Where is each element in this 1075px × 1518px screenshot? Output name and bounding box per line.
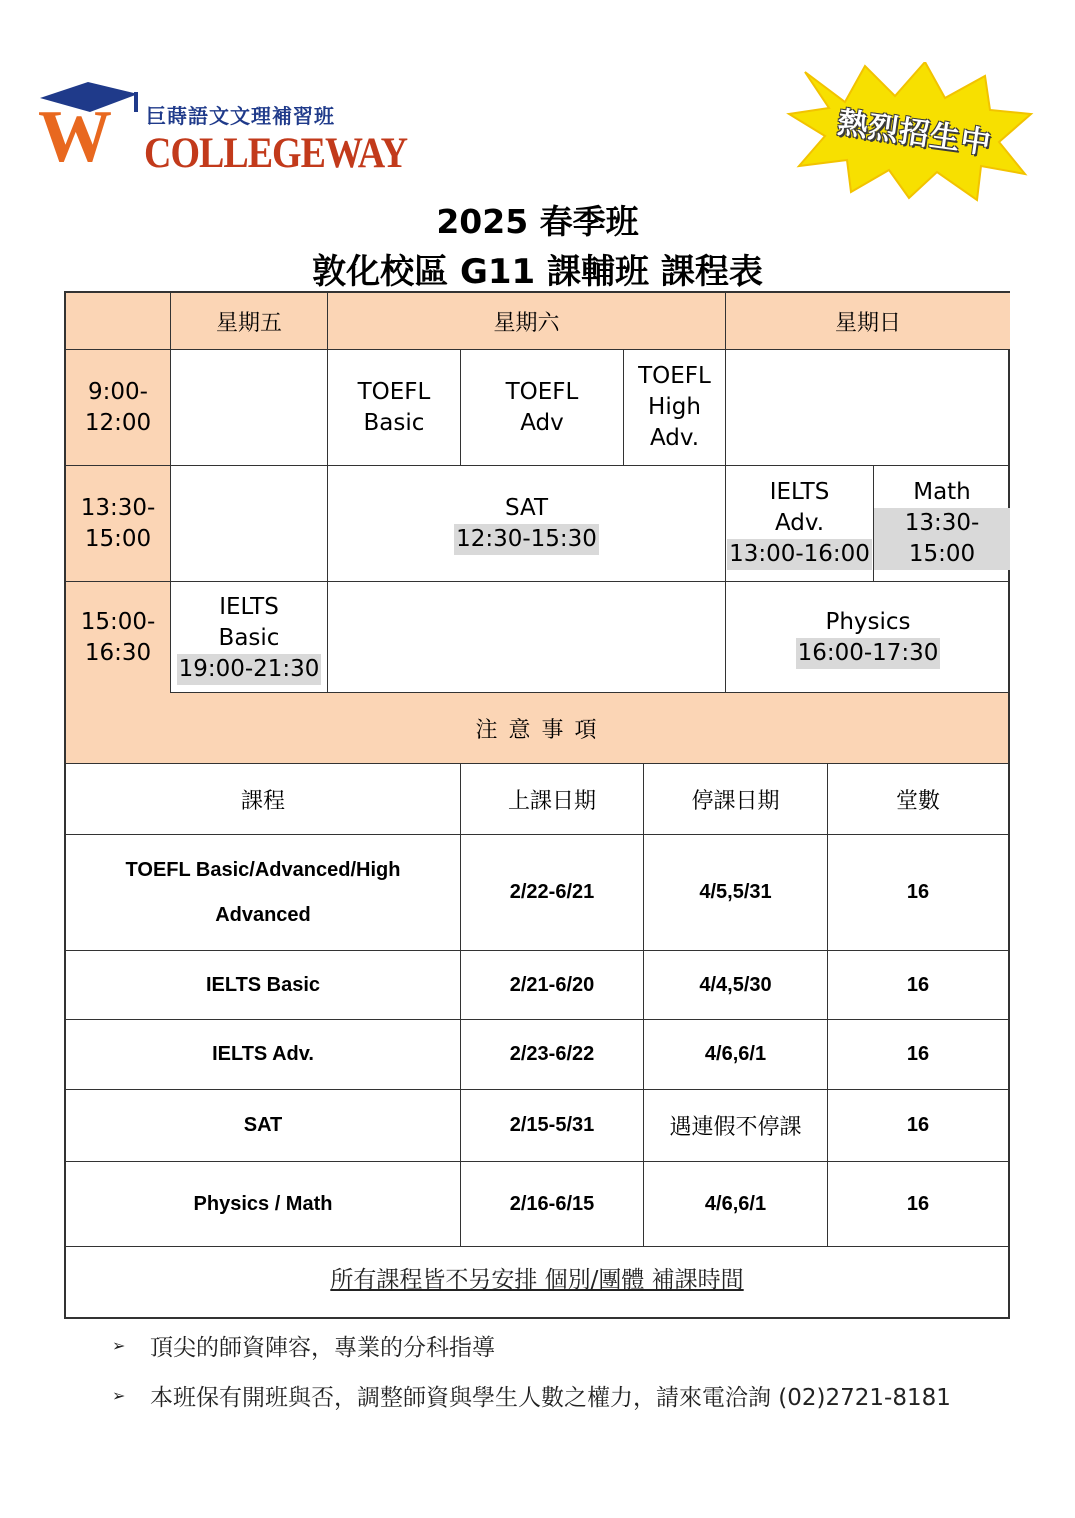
course-physics-time: 16:00-17:30 <box>796 638 941 669</box>
course-sat-name: SAT <box>504 494 549 521</box>
course-ielts-basic-time: 19:00-21:30 <box>177 654 322 685</box>
time-slot-3: 15:00- 16:30 <box>66 582 171 694</box>
day-header-friday: 星期五 <box>171 293 328 350</box>
badge-text: 熱烈招生中 <box>835 105 994 162</box>
table-footer-row <box>66 1247 1008 1317</box>
bullet-text: 頂尖的師資陣容，專業的分科指導 <box>150 1334 495 1361</box>
course-math-time: 13:30-15:00 <box>874 508 1010 570</box>
day-header-sunday: 星期日 <box>726 293 1010 350</box>
enrollment-badge <box>785 62 1035 202</box>
friday-slot-1 <box>171 350 328 466</box>
saturday-slot-3 <box>328 582 726 694</box>
course-sat <box>328 466 726 582</box>
course-ielts-basic-name: IELTS Basic <box>218 593 280 651</box>
course-ielts-adv-time: 13:00-16:00 <box>727 539 872 570</box>
course-ielts-adv-name: IELTS Adv. <box>769 479 830 536</box>
sunday-slot-1 <box>726 350 1010 466</box>
notes-heading: 注 意 事 項 <box>66 693 1008 764</box>
bullet-text: 本班保有開班與否，調整師資與學生人數之權力，請來電洽詢 (02)2721-8181 <box>150 1384 951 1411</box>
col-header-sessions: 堂數 <box>828 764 1008 835</box>
table-row-course: IELTS Basic <box>66 951 461 1020</box>
table-row-course: IELTS Adv. <box>66 1020 461 1090</box>
table-row-course: Physics / Math <box>66 1162 461 1247</box>
table-row-sessions: 16 <box>828 951 1008 1020</box>
time-slot-2: 13:30- 15:00 <box>66 466 171 582</box>
table-row-start: 2/16-6/15 <box>461 1162 644 1247</box>
arrow-bullet-icon: ➢ <box>112 1385 126 1405</box>
list-item <box>112 1320 1052 1370</box>
day-header-saturday: 星期六 <box>328 293 726 350</box>
course-ielts-adv <box>726 466 874 582</box>
table-row-start: 2/22-6/21 <box>461 835 644 951</box>
makeup-policy-note: 所有課程皆不另安排 個別/團體 補課時間 <box>330 1267 744 1293</box>
col-header-start-date: 上課日期 <box>461 764 644 835</box>
corner-cell <box>66 293 171 350</box>
logo-letter: W <box>38 96 112 178</box>
course-math <box>874 466 1010 582</box>
notes-table <box>64 693 1010 1319</box>
course-toefl-basic: TOEFL Basic <box>328 350 461 466</box>
course-physics <box>726 582 1010 694</box>
col-header-off-date: 停課日期 <box>644 764 828 835</box>
table-row-start: 2/21-6/20 <box>461 951 644 1020</box>
table-row-start: 2/23-6/22 <box>461 1020 644 1090</box>
logo-chinese-name: 巨蒔語文文理補習班 <box>146 104 335 128</box>
page-subtitle: 敦化校區 G11 課輔班 課程表 <box>312 252 763 292</box>
course-math-name: Math <box>913 479 971 505</box>
table-row-course: TOEFL Basic/Advanced/High Advanced <box>66 835 461 951</box>
table-row-course: SAT <box>66 1090 461 1162</box>
table-row-sessions: 16 <box>828 1020 1008 1090</box>
schedule-grid <box>64 291 1010 694</box>
arrow-bullet-icon: ➢ <box>112 1335 126 1355</box>
table-row-off: 4/6,6/1 <box>644 1020 828 1090</box>
friday-slot-2 <box>171 466 328 582</box>
table-row-off: 4/6,6/1 <box>644 1162 828 1247</box>
course-toefl-adv: TOEFL Adv <box>461 350 624 466</box>
col-header-course: 課程 <box>66 764 461 835</box>
logo-english-name: COLLEGEWAY <box>144 129 408 178</box>
table-row-start: 2/15-5/31 <box>461 1090 644 1162</box>
table-row-sessions: 16 <box>828 835 1008 951</box>
table-row-off: 4/4,5/30 <box>644 951 828 1020</box>
course-physics-name: Physics <box>825 609 911 635</box>
list-item <box>112 1370 1052 1420</box>
page-title: 2025 春季班 <box>436 202 639 241</box>
table-row-sessions: 16 <box>828 1162 1008 1247</box>
collegeway-logo <box>38 80 408 180</box>
course-ielts-basic <box>171 582 328 694</box>
info-bullets <box>112 1320 1052 1420</box>
table-row-off: 4/5,5/31 <box>644 835 828 951</box>
course-sat-time: 12:30-15:30 <box>454 524 599 555</box>
course-toefl-high-adv: TOEFL High Adv. <box>624 350 726 466</box>
table-row-off: 遇連假不停課 <box>644 1090 828 1162</box>
time-slot-1: 9:00- 12:00 <box>66 350 171 466</box>
table-row-sessions: 16 <box>828 1090 1008 1162</box>
